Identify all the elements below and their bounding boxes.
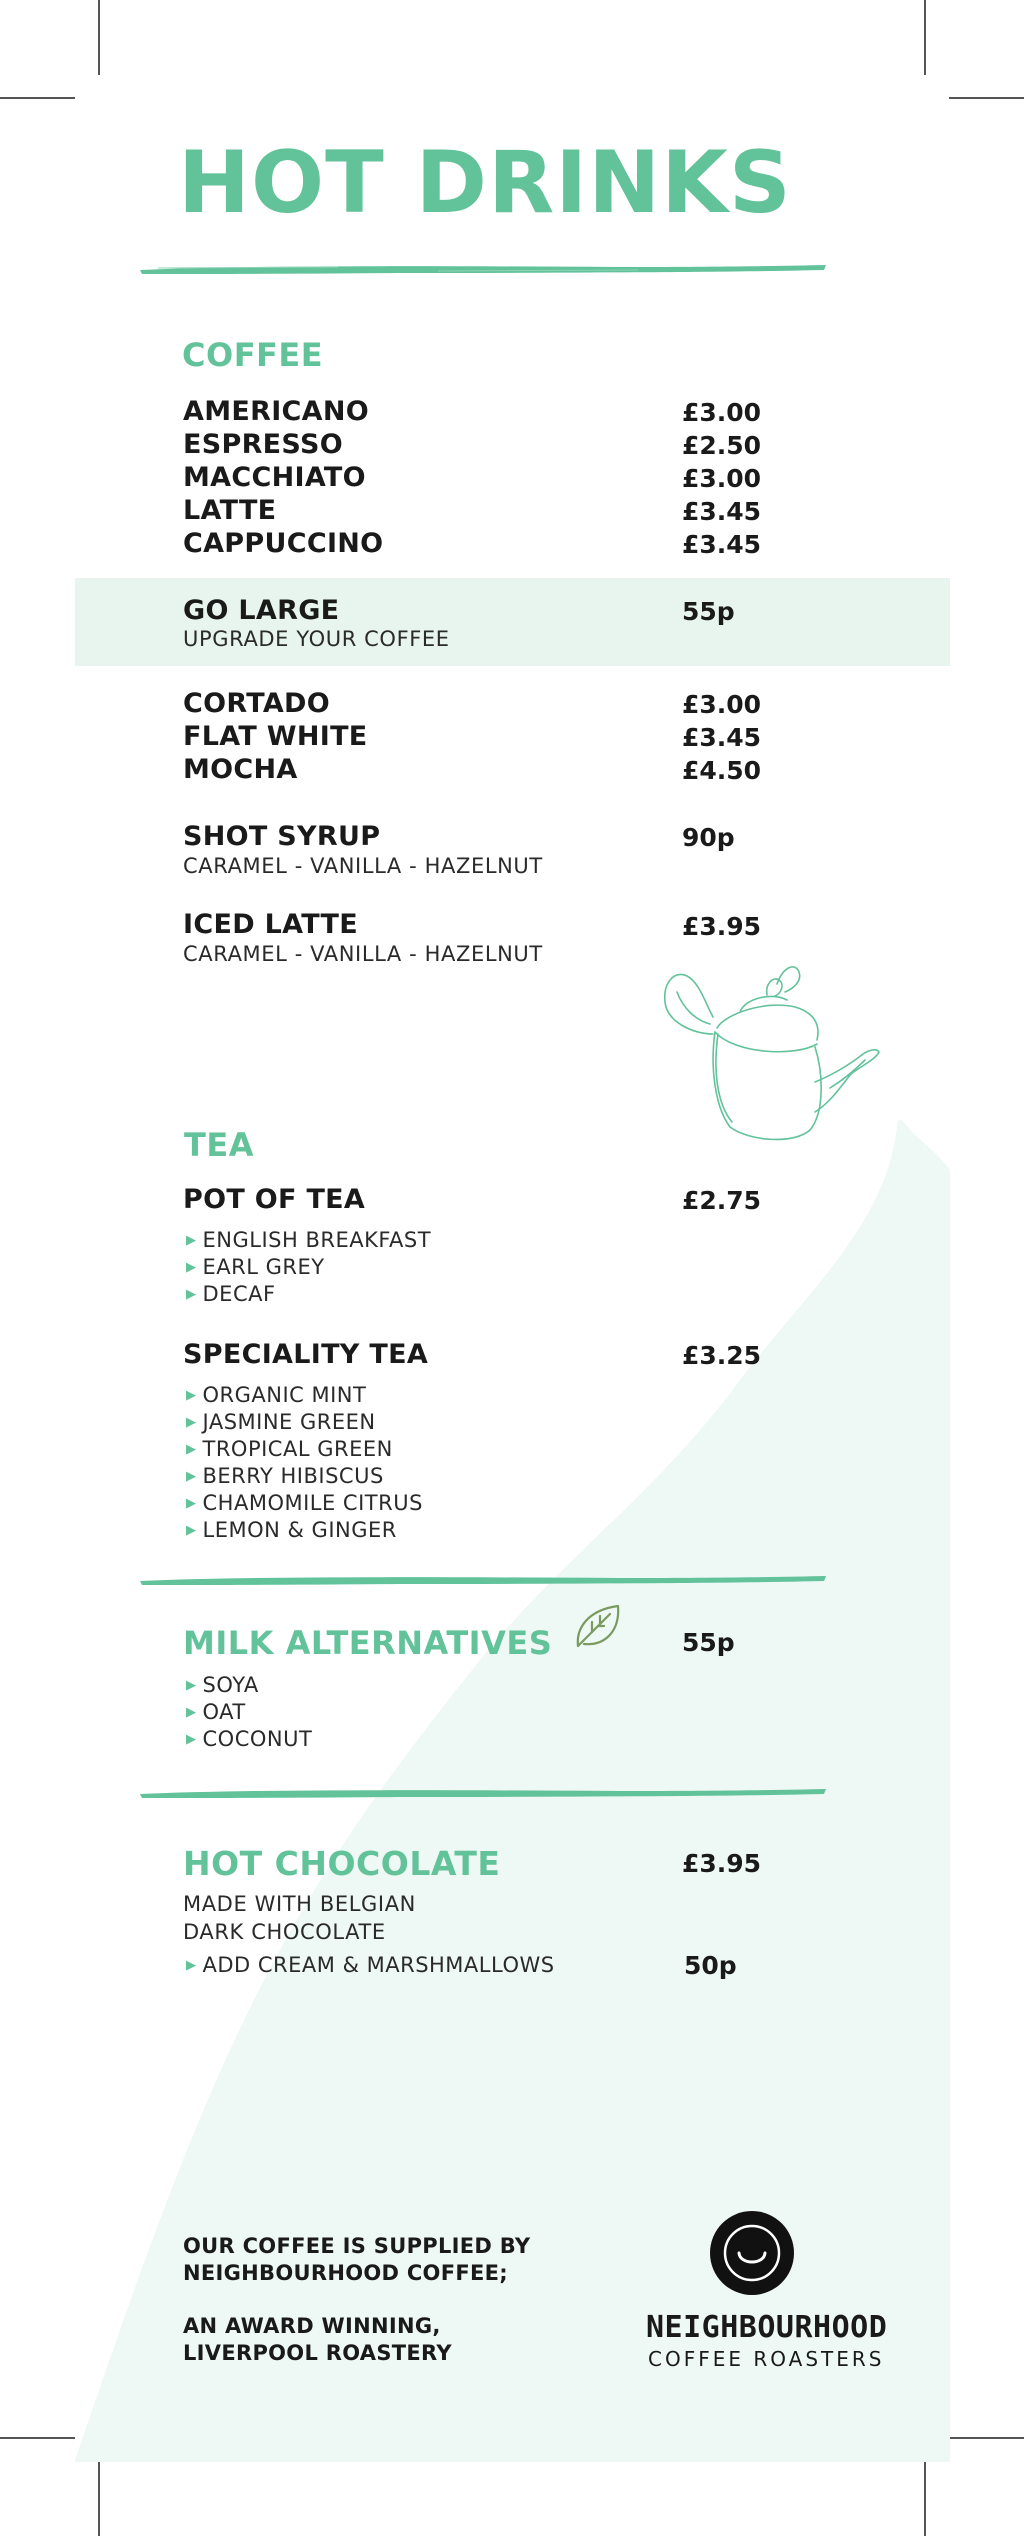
tea-option: CHAMOMILE CITRUS: [202, 1491, 423, 1515]
iced-latte-price: £3.95: [682, 912, 762, 941]
milk-option: OAT: [202, 1700, 246, 1724]
list-item: [186, 1284, 276, 1305]
list-item: [186, 1520, 397, 1541]
roastery-line: AN AWARD WINNING,: [183, 2314, 441, 2338]
hot-chocolate-price: £3.95: [682, 1849, 762, 1878]
menu-item-name: MACCHIATO: [183, 462, 366, 493]
menu-item-name: LATTE: [183, 495, 277, 526]
tea-option: JASMINE GREEN: [202, 1410, 376, 1434]
menu-item-price: £3.45: [682, 723, 762, 752]
brush-divider: [138, 1573, 828, 1587]
bullet-icon: ▶: [186, 1678, 197, 1693]
menu-item-price: £4.50: [682, 756, 762, 785]
pot-of-tea-name: POT OF TEA: [183, 1184, 366, 1215]
menu-item-price: £3.00: [682, 464, 762, 493]
bullet-icon: ▶: [186, 1732, 197, 1747]
brand-name: NEIGHBOURHOOD: [646, 2310, 888, 2345]
menu-item-name: FLAT WHITE: [183, 721, 368, 752]
bullet-icon: ▶: [186, 1705, 197, 1720]
milk-alternatives-heading: MILK ALTERNATIVES: [183, 1624, 553, 1662]
hot-chocolate-extra-price: 50p: [684, 1951, 737, 1980]
list-item: [186, 1466, 384, 1487]
list-item: [186, 1493, 423, 1514]
list-item: [186, 1412, 376, 1433]
go-large-price: 55p: [682, 597, 735, 626]
hot-chocolate-desc: MADE WITH BELGIAN: [183, 1892, 416, 1916]
supplier-line: OUR COFFEE IS SUPPLIED BY: [183, 2234, 531, 2258]
roastery-line: LIVERPOOL ROASTERY: [183, 2341, 452, 2366]
hot-chocolate-desc: DARK CHOCOLATE: [183, 1920, 386, 1944]
bullet-icon: ▶: [186, 1523, 197, 1538]
milk-option: SOYA: [202, 1673, 259, 1697]
bullet-icon: ▶: [186, 1287, 197, 1302]
shot-syrup-name: SHOT SYRUP: [183, 821, 381, 852]
pot-of-tea-price: £2.75: [682, 1186, 762, 1215]
roastery-text: [183, 2313, 452, 2368]
list-item: [186, 1702, 246, 1723]
menu-item-price: £3.45: [682, 497, 762, 526]
menu-item-name: ESPRESSO: [183, 429, 343, 460]
menu-item-price: £3.45: [682, 530, 762, 559]
page-title: HOT DRINKS: [178, 133, 792, 233]
leaf-icon: [570, 1600, 624, 1654]
go-large-desc: UPGRADE YOUR COFFEE: [183, 627, 450, 651]
list-item: [186, 1257, 325, 1278]
speciality-tea-name: SPECIALITY TEA: [183, 1339, 429, 1370]
bullet-icon: ▶: [186, 1233, 197, 1248]
brush-divider: [138, 1786, 828, 1800]
menu-item-price: £3.00: [682, 398, 762, 427]
menu-item-name: CAPPUCCINO: [183, 528, 384, 559]
shot-syrup-desc: CARAMEL - VANILLA - HAZELNUT: [183, 854, 543, 878]
smiley-logo-icon: [710, 2211, 794, 2295]
list-item: [186, 1439, 393, 1460]
list-item: [186, 1230, 431, 1251]
milk-alternatives-price: 55p: [682, 1628, 735, 1657]
iced-latte-name: ICED LATTE: [183, 909, 359, 940]
go-large-name: GO LARGE: [183, 595, 340, 626]
tea-option: ENGLISH BREAKFAST: [202, 1228, 432, 1252]
teapot-icon: [655, 962, 885, 1144]
supplier-text: [183, 2233, 530, 2288]
tea-option: TROPICAL GREEN: [202, 1437, 393, 1461]
bullet-icon: ▶: [186, 1388, 197, 1403]
coffee-heading: COFFEE: [182, 336, 324, 374]
list-item: [186, 1729, 312, 1750]
brush-divider: [138, 262, 828, 276]
bullet-icon: ▶: [186, 1442, 197, 1457]
tea-option: LEMON & GINGER: [202, 1518, 397, 1542]
menu-item-name: MOCHA: [183, 754, 298, 785]
tea-option: BERRY HIBISCUS: [202, 1464, 384, 1488]
shot-syrup-price: 90p: [682, 823, 735, 852]
hot-chocolate-heading: HOT CHOCOLATE: [183, 1844, 501, 1883]
bullet-icon: ▶: [186, 1415, 197, 1430]
list-item: [186, 1955, 555, 1976]
iced-latte-desc: CARAMEL - VANILLA - HAZELNUT: [183, 942, 543, 966]
menu-item-price: £3.00: [682, 690, 762, 719]
bullet-icon: ▶: [186, 1469, 197, 1484]
bullet-icon: ▶: [186, 1958, 197, 1973]
hot-chocolate-extra: ADD CREAM & MARSHMALLOWS: [202, 1953, 555, 1977]
list-item: [186, 1385, 366, 1406]
tea-option: EARL GREY: [202, 1255, 325, 1279]
milk-option: COCONUT: [202, 1727, 313, 1751]
tea-heading: TEA: [184, 1126, 254, 1164]
list-item: [186, 1675, 259, 1696]
tea-option: ORGANIC MINT: [202, 1383, 367, 1407]
supplier-line: NEIGHBOURHOOD COFFEE;: [183, 2261, 508, 2286]
bullet-icon: ▶: [186, 1496, 197, 1511]
menu-item-name: CORTADO: [183, 688, 331, 719]
menu-item-price: £2.50: [682, 431, 762, 460]
speciality-tea-price: £3.25: [682, 1341, 762, 1370]
tea-option: DECAF: [202, 1282, 276, 1306]
brand-subtitle: COFFEE ROASTERS: [648, 2347, 885, 2371]
menu-item-name: AMERICANO: [183, 396, 370, 427]
bullet-icon: ▶: [186, 1260, 197, 1275]
